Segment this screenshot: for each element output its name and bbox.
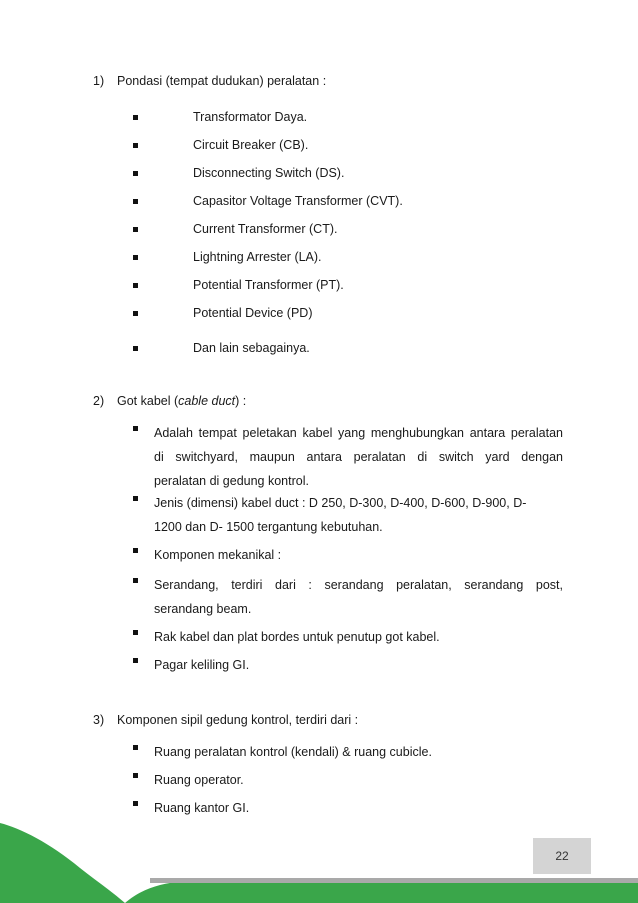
- bullet-square-icon: [133, 227, 138, 232]
- bullet-square-icon: [133, 199, 138, 204]
- list-item: Serandang, terdiri dari : serandang peralatan, serandang post, serandang beam.: [133, 573, 563, 621]
- section-2-title-suffix: ) :: [235, 394, 247, 408]
- bullet-square-icon: [133, 745, 138, 750]
- list-item: Adalah tempat peletakan kabel yang menghubungkan antara peralatan di switchyard, maupun antara peralatan di switch yard dengan peralatan di gedung kontrol.: [133, 421, 563, 493]
- bullet-square-icon: [133, 426, 138, 431]
- bullet-square-icon: [133, 801, 138, 806]
- bullet-square-icon: [133, 346, 138, 351]
- section-1-heading: [93, 74, 326, 88]
- footer-grey-line: [150, 878, 638, 883]
- section-1-title: Pondasi (tempat dudukan) peralatan :: [117, 74, 327, 88]
- list-item: Rak kabel dan plat bordes untuk penutup got kabel.: [133, 625, 563, 649]
- section-2-title-prefix: Got kabel (: [117, 394, 179, 408]
- page-number: 22: [555, 849, 569, 863]
- list-item: Ruang kantor GI.: [133, 796, 563, 820]
- section-3-number: 3): [93, 713, 105, 727]
- section-1-number: 1): [93, 74, 105, 88]
- bullet-square-icon: [133, 548, 138, 553]
- list-item: Ruang peralatan kontrol (kendali) & ruang cubicle.: [133, 740, 563, 764]
- list-item: Komponen mekanikal :: [133, 543, 563, 567]
- bullet-square-icon: [133, 171, 138, 176]
- section-2-heading: [93, 394, 246, 408]
- bullet-square-icon: [133, 255, 138, 260]
- list-item: Pagar keliling GI.: [133, 653, 563, 677]
- bullet-square-icon: [133, 143, 138, 148]
- bullet-square-icon: [133, 578, 138, 583]
- list-item: Ruang operator.: [133, 768, 563, 792]
- footer-green-band: [125, 881, 638, 903]
- page-number-box: [533, 838, 591, 874]
- bullet-square-icon: [133, 630, 138, 635]
- list-item: Jenis (dimensi) kabel duct : D 250, D-300, D-400, D-600, D-900, D- 1200 dan D- 1500 tergantung kebutuhan.: [133, 491, 563, 539]
- bullet-square-icon: [133, 283, 138, 288]
- bullet-square-icon: [133, 773, 138, 778]
- section-2-number: 2): [93, 394, 105, 408]
- section-2-title-italic: cable duct: [178, 394, 236, 408]
- footer-green-wave: [0, 823, 125, 903]
- section-3-title: Komponen sipil gedung kontrol, terdiri dari :: [117, 713, 359, 727]
- bullet-square-icon: [133, 311, 138, 316]
- bullet-square-icon: [133, 115, 138, 120]
- bullet-square-icon: [133, 658, 138, 663]
- section-3-heading: [93, 713, 358, 727]
- bullet-square-icon: [133, 496, 138, 501]
